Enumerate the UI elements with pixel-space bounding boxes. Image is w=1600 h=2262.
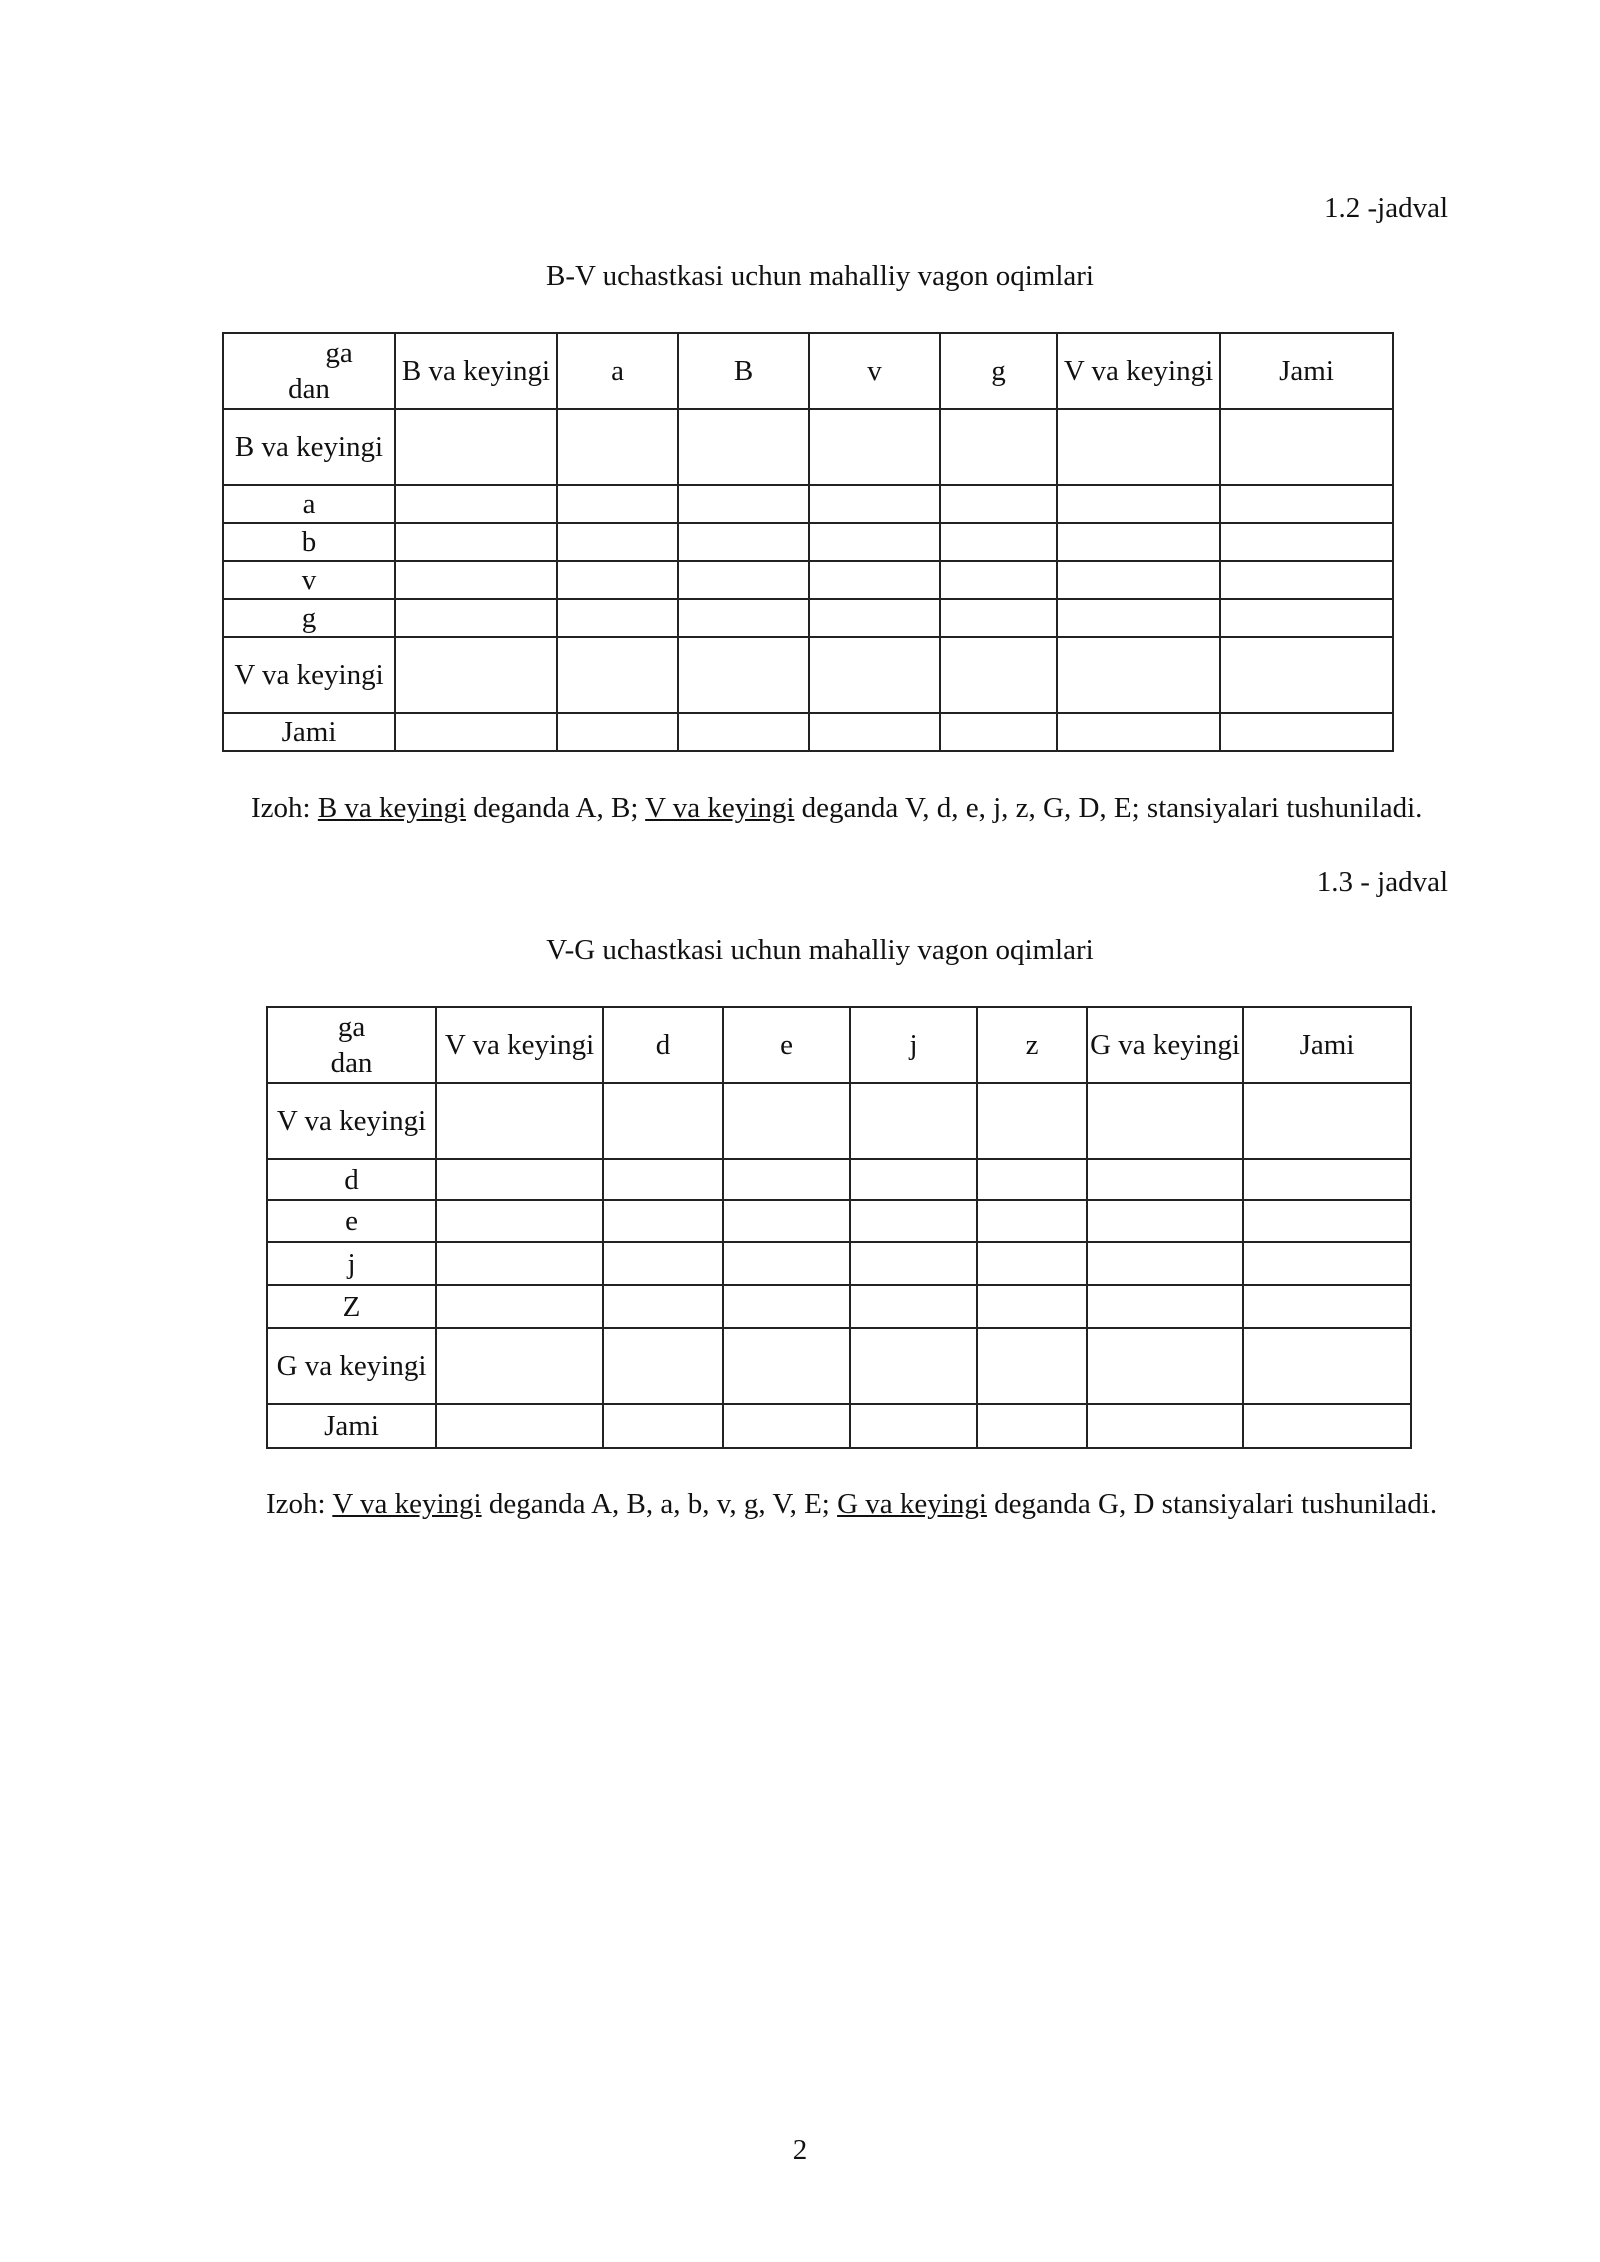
table-row — [223, 523, 1393, 561]
empty-cell — [395, 637, 557, 713]
header-row — [267, 1007, 1411, 1083]
empty-cell — [1057, 485, 1220, 523]
empty-cell — [940, 713, 1057, 751]
empty-cell — [977, 1328, 1087, 1404]
empty-cell — [678, 485, 809, 523]
column-header: v — [809, 333, 940, 409]
note-text: deganda V, d, e, j, z, G, D, E; stansiyalari tushuniladi. — [794, 792, 1423, 824]
column-header: g — [940, 333, 1057, 409]
empty-cell — [1220, 637, 1393, 713]
empty-cell — [436, 1200, 603, 1242]
empty-cell — [977, 1159, 1087, 1200]
empty-cell — [1243, 1083, 1411, 1159]
table-row — [267, 1242, 1411, 1285]
empty-cell — [1057, 561, 1220, 599]
empty-cell — [977, 1242, 1087, 1285]
table-row — [267, 1328, 1411, 1404]
note-term: B va keyingi — [317, 792, 467, 824]
column-header: V va keyingi — [436, 1007, 603, 1083]
vagon-flow-table-1-2 — [222, 332, 1394, 752]
corner-to-label: ga — [325, 337, 353, 369]
table-row — [267, 1285, 1411, 1328]
column-header: d — [603, 1007, 723, 1083]
empty-cell — [809, 637, 940, 713]
row-header: G va keyingi — [267, 1328, 436, 1404]
table-label-1-2: 1.2 -jadval — [1323, 192, 1448, 224]
row-header: d — [267, 1159, 436, 1200]
empty-cell — [809, 713, 940, 751]
empty-cell — [809, 523, 940, 561]
empty-cell — [1220, 409, 1393, 485]
corner-to-label: ga — [337, 1011, 366, 1043]
empty-cell — [1243, 1200, 1411, 1242]
corner-from-label: dan — [330, 1047, 373, 1079]
column-header: z — [977, 1007, 1087, 1083]
column-header: Jami — [1220, 333, 1393, 409]
empty-cell — [723, 1328, 850, 1404]
table-title-1-3: V-G uchastkasi uchun mahalliy vagon oqimlari — [546, 934, 1094, 966]
table-row — [267, 1200, 1411, 1242]
empty-cell — [678, 561, 809, 599]
empty-cell — [557, 485, 678, 523]
empty-cell — [1243, 1159, 1411, 1200]
table-row — [223, 561, 1393, 599]
empty-cell — [1087, 1404, 1243, 1448]
empty-cell — [557, 561, 678, 599]
empty-cell — [940, 485, 1057, 523]
row-header: V va keyingi — [267, 1083, 436, 1159]
empty-cell — [1220, 713, 1393, 751]
empty-cell — [395, 523, 557, 561]
empty-cell — [1220, 561, 1393, 599]
empty-cell — [678, 523, 809, 561]
column-header: j — [850, 1007, 977, 1083]
empty-cell — [1087, 1200, 1243, 1242]
empty-cell — [1220, 523, 1393, 561]
column-header: e — [723, 1007, 850, 1083]
empty-cell — [678, 637, 809, 713]
empty-cell — [809, 485, 940, 523]
empty-cell — [603, 1159, 723, 1200]
empty-cell — [977, 1083, 1087, 1159]
empty-cell — [395, 561, 557, 599]
note-text: deganda A, B, a, b, v, g, V, E; — [481, 1488, 838, 1520]
empty-cell — [1243, 1242, 1411, 1285]
empty-cell — [1057, 523, 1220, 561]
empty-cell — [1087, 1285, 1243, 1328]
column-header: a — [557, 333, 678, 409]
empty-cell — [850, 1242, 977, 1285]
row-header: Z — [267, 1285, 436, 1328]
empty-cell — [557, 713, 678, 751]
table-row — [267, 1404, 1411, 1448]
empty-cell — [809, 599, 940, 637]
note-text: deganda A, B; — [466, 792, 646, 824]
table-note-1-3 — [191, 1486, 1448, 1523]
column-header: B — [678, 333, 809, 409]
empty-cell — [395, 409, 557, 485]
empty-cell — [940, 523, 1057, 561]
row-header: B va keyingi — [223, 409, 395, 485]
table-row — [223, 637, 1393, 713]
empty-cell — [723, 1083, 850, 1159]
empty-cell — [1057, 637, 1220, 713]
column-header: Jami — [1243, 1007, 1411, 1083]
empty-cell — [850, 1285, 977, 1328]
empty-cell — [1057, 599, 1220, 637]
row-header: Jami — [223, 713, 395, 751]
note-term: G va keyingi — [837, 1488, 987, 1520]
empty-cell — [940, 637, 1057, 713]
empty-cell — [557, 409, 678, 485]
empty-cell — [603, 1285, 723, 1328]
empty-cell — [603, 1242, 723, 1285]
empty-cell — [850, 1200, 977, 1242]
column-header: G va keyingi — [1087, 1007, 1243, 1083]
empty-cell — [850, 1159, 977, 1200]
empty-cell — [603, 1200, 723, 1242]
table-note-1-2 — [191, 790, 1448, 827]
empty-cell — [395, 599, 557, 637]
empty-cell — [436, 1083, 603, 1159]
empty-cell — [850, 1404, 977, 1448]
empty-cell — [977, 1200, 1087, 1242]
note-prefix: Izoh: — [251, 792, 318, 824]
row-header: v — [223, 561, 395, 599]
empty-cell — [603, 1404, 723, 1448]
empty-cell — [809, 561, 940, 599]
corner-cell — [223, 333, 395, 409]
empty-cell — [1057, 713, 1220, 751]
empty-cell — [940, 599, 1057, 637]
row-header: j — [267, 1242, 436, 1285]
empty-cell — [1087, 1242, 1243, 1285]
empty-cell — [395, 485, 557, 523]
empty-cell — [1243, 1404, 1411, 1448]
note-prefix: Izoh: — [266, 1488, 333, 1520]
empty-cell — [850, 1083, 977, 1159]
table-label-1-3: 1.3 - jadval — [1316, 866, 1448, 898]
table-row — [223, 713, 1393, 751]
row-header: b — [223, 523, 395, 561]
empty-cell — [436, 1242, 603, 1285]
empty-cell — [436, 1285, 603, 1328]
table-row — [223, 599, 1393, 637]
empty-cell — [723, 1404, 850, 1448]
table-row — [223, 485, 1393, 523]
empty-cell — [1220, 485, 1393, 523]
empty-cell — [436, 1328, 603, 1404]
empty-cell — [850, 1328, 977, 1404]
row-header: a — [223, 485, 395, 523]
empty-cell — [723, 1285, 850, 1328]
row-header: V va keyingi — [223, 637, 395, 713]
empty-cell — [977, 1285, 1087, 1328]
empty-cell — [1243, 1328, 1411, 1404]
empty-cell — [436, 1159, 603, 1200]
empty-cell — [1057, 409, 1220, 485]
empty-cell — [977, 1404, 1087, 1448]
empty-cell — [723, 1200, 850, 1242]
empty-cell — [1087, 1083, 1243, 1159]
vagon-flow-table-1-3 — [266, 1006, 1412, 1449]
note-text: deganda G, D stansiyalari tushuniladi. — [986, 1488, 1438, 1520]
empty-cell — [603, 1328, 723, 1404]
empty-cell — [678, 713, 809, 751]
empty-cell — [940, 561, 1057, 599]
empty-cell — [1220, 599, 1393, 637]
empty-cell — [436, 1404, 603, 1448]
table-title-1-2: B-V uchastkasi uchun mahalliy vagon oqimlari — [546, 260, 1094, 292]
empty-cell — [557, 599, 678, 637]
empty-cell — [678, 409, 809, 485]
header-row — [223, 333, 1393, 409]
empty-cell — [1087, 1328, 1243, 1404]
column-header: B va keyingi — [395, 333, 557, 409]
note-term: V va keyingi — [645, 792, 795, 824]
empty-cell — [723, 1159, 850, 1200]
table-row — [267, 1159, 1411, 1200]
empty-cell — [557, 637, 678, 713]
table-row — [223, 409, 1393, 485]
row-header: g — [223, 599, 395, 637]
empty-cell — [603, 1083, 723, 1159]
empty-cell — [1243, 1285, 1411, 1328]
corner-cell — [267, 1007, 436, 1083]
empty-cell — [395, 713, 557, 751]
table-row — [267, 1083, 1411, 1159]
empty-cell — [678, 599, 809, 637]
note-term: V va keyingi — [332, 1488, 482, 1520]
empty-cell — [1087, 1159, 1243, 1200]
empty-cell — [809, 409, 940, 485]
empty-cell — [557, 523, 678, 561]
column-header: V va keyingi — [1057, 333, 1220, 409]
row-header: Jami — [267, 1404, 436, 1448]
corner-from-label: dan — [288, 373, 330, 405]
row-header: e — [267, 1200, 436, 1242]
page-number: 2 — [792, 2134, 808, 2166]
empty-cell — [723, 1242, 850, 1285]
empty-cell — [940, 409, 1057, 485]
